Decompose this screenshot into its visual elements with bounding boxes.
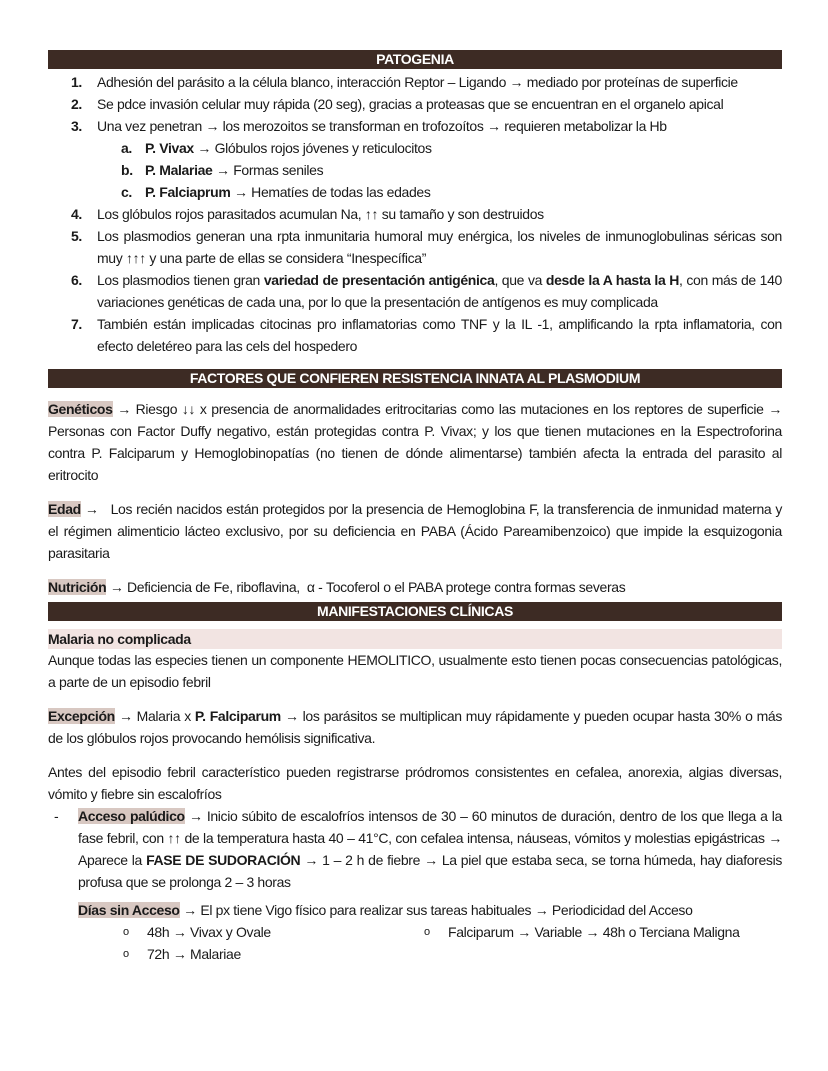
period-item: 72h → Malariae xyxy=(147,946,241,962)
highlight-label: Acceso palúdico xyxy=(78,808,185,824)
patogenia-list-cont xyxy=(48,203,782,357)
species-name: P. Vivax xyxy=(145,140,194,156)
species-name: P. Falciparum xyxy=(194,708,281,724)
circle-bullet-icon: o xyxy=(123,948,129,960)
circle-bullet-icon: o xyxy=(123,926,129,938)
item-text: También están implicadas citocinas pro inflamatorias como TNF y la IL -1, amplificando la rpta inflamatoria, con efecto deletéreo para las cels del hospedero xyxy=(97,316,782,354)
period-row xyxy=(48,921,782,943)
section-header-manifestaciones: MANIFESTACIONES CLÍNICAS xyxy=(48,602,782,621)
paragraph-acceso xyxy=(48,805,782,893)
item-letter: a. xyxy=(121,140,132,156)
subsection-title: Malaria no complicada xyxy=(48,629,782,649)
paragraph-geneticos xyxy=(48,398,782,486)
list-item xyxy=(48,71,782,93)
sub-item xyxy=(48,137,782,159)
paragraph-text: → 1 – 2 h de fiebre → La piel que estaba seca, se torna húmeda, hay diaforesis profusa que se prolonga 2 – 3 horas xyxy=(78,852,782,890)
highlight-label: Nutrición xyxy=(48,579,107,595)
patogenia-list xyxy=(48,71,782,137)
item-number: 7. xyxy=(71,316,82,332)
list-item xyxy=(48,225,782,269)
paragraph-text: → Malaria x xyxy=(114,708,195,724)
list-item xyxy=(48,115,782,137)
paragraph-text: → El px tiene Vigo físico para realizar sus tareas habituales → Periodicidad del Acceso xyxy=(179,902,693,918)
list-item xyxy=(48,203,782,225)
item-letter: c. xyxy=(121,184,132,200)
species-name: P. Malariae xyxy=(145,162,213,178)
highlight-label: Días sin Acceso xyxy=(78,902,180,918)
paragraph-text: → Riesgo ↓↓ x presencia de anormalidades eritrocitarias como las mutaciones en los reptores de superficie → Personas con Factor Duffy negativo, están protegidas contra P. Vivax; y los que tienen mutaciones en la Espectroforina contra P. Falciparum y Hemoglobinopatías (no tienen de dónde alimentarse) también afecta la entrada del parasito al eritrocito xyxy=(48,401,782,483)
highlight-label: Excepción xyxy=(48,708,115,724)
document-page xyxy=(48,50,786,965)
bold-text: FASE DE SUDORACIÓN xyxy=(146,852,301,868)
highlight-label: Genéticos xyxy=(48,401,113,417)
paragraph-text: → Los recién nacidos están protegidos por la presencia de Hemoglobina F, la transferencia de inmunidad materna y el régimen alimenticio lácteo exclusivo, por su deficiencia en PABA (Ácido Pareamibenzoico) que impide la esquizogonia parasitaria xyxy=(48,501,786,561)
item-number: 3. xyxy=(71,118,82,134)
section-header-patogenia: PATOGENIA xyxy=(48,50,782,69)
sub-item xyxy=(48,159,782,181)
highlight-label: Edad xyxy=(48,501,81,517)
item-text: Adhesión del parásito a la célula blanco, interacción Reptor – Ligando → mediado por proteínas de superficie xyxy=(97,74,738,90)
period-item: 48h → Vivax y Ovale xyxy=(147,924,271,940)
item-text: → Glóbulos rojos jóvenes y reticulocitos xyxy=(193,140,432,156)
list-item xyxy=(48,313,782,357)
paragraph-text: → los parásitos se multiplican muy rápidamente y pueden ocupar hasta 30% o más de los glóbulos rojos provocando hemólisis significativa. xyxy=(48,708,782,746)
period-row xyxy=(48,943,782,965)
paragraph-text: → Deficiencia de Fe, riboflavina, α - Tocoferol o el PABA protege contra formas severas xyxy=(106,579,626,595)
item-bold: desde la A hasta la H xyxy=(545,272,680,288)
item-text: Los plasmodios tienen gran xyxy=(97,272,264,288)
paragraph-intro: Aunque todas las especies tienen un componente HEMOLITICO, usualmente esto tienen pocas consecuencias patológicas, a parte de un episodio febril xyxy=(48,652,782,690)
period-item: Falciparum → Variable → 48h o Terciana Maligna xyxy=(448,924,740,940)
item-text: , que va xyxy=(494,272,546,288)
item-text: Los glóbulos rojos parasitados acumulan Na, ↑↑ su tamaño y son destruidos xyxy=(97,206,544,222)
paragraph-text: → Inicio súbito de escalofríos intensos de 30 – 60 minutos de duración, dentro de los que llega a la fase febril, con ↑↑ de la temperatura hasta 40 – 41°C, con cefalea intensa, náuseas, vómitos y molestias epigástricas → Aparece la xyxy=(78,808,782,868)
item-text: Una vez penetran → los merozoitos se transforman en trofozoítos → requieren metabolizar la Hb xyxy=(97,118,667,134)
item-number: 2. xyxy=(71,96,82,112)
paragraph-prodromos: Antes del episodio febril característico pueden registrarse pródromos consistentes en cefalea, anorexia, algias diversas, vómito y fiebre sin escalofríos xyxy=(48,764,782,802)
list-item xyxy=(48,93,782,115)
item-bold: variedad de presentación antigénica xyxy=(263,272,495,288)
paragraph-dias xyxy=(48,899,782,921)
item-number: 1. xyxy=(71,74,82,90)
item-number: 6. xyxy=(71,272,82,288)
paragraph-edad xyxy=(48,498,786,564)
circle-bullet-icon: o xyxy=(424,926,430,938)
list-item xyxy=(48,269,782,313)
item-number: 4. xyxy=(71,206,82,222)
item-text: → Formas seniles xyxy=(212,162,324,178)
dash-bullet: - xyxy=(54,808,59,824)
species-name: P. Falciaprum xyxy=(145,184,231,200)
item-text: → Hematíes de todas las edades xyxy=(230,184,431,200)
paragraph-excepcion xyxy=(48,705,782,749)
item-text: Se pdce invasión celular muy rápida (20 seg), gracias a proteasas que se encuentran en el organelo apical xyxy=(97,96,724,112)
paragraph-nutricion xyxy=(48,576,782,598)
item-text: Los plasmodios generan una rpta inmunitaria humoral muy enérgica, los niveles de inmunoglobulinas séricas son muy ↑↑↑ y una parte de ellas se considera “Inespecífica” xyxy=(97,228,782,266)
item-letter: b. xyxy=(121,162,133,178)
item-text: , con más de 140 variaciones genéticas de cada una, por lo que la presentación de antígenos es muy complicada xyxy=(97,272,782,310)
item-number: 5. xyxy=(71,228,82,244)
sub-item xyxy=(48,181,782,203)
section-header-factores: FACTORES QUE CONFIEREN RESISTENCIA INNATA AL PLASMODIUM xyxy=(48,369,782,388)
